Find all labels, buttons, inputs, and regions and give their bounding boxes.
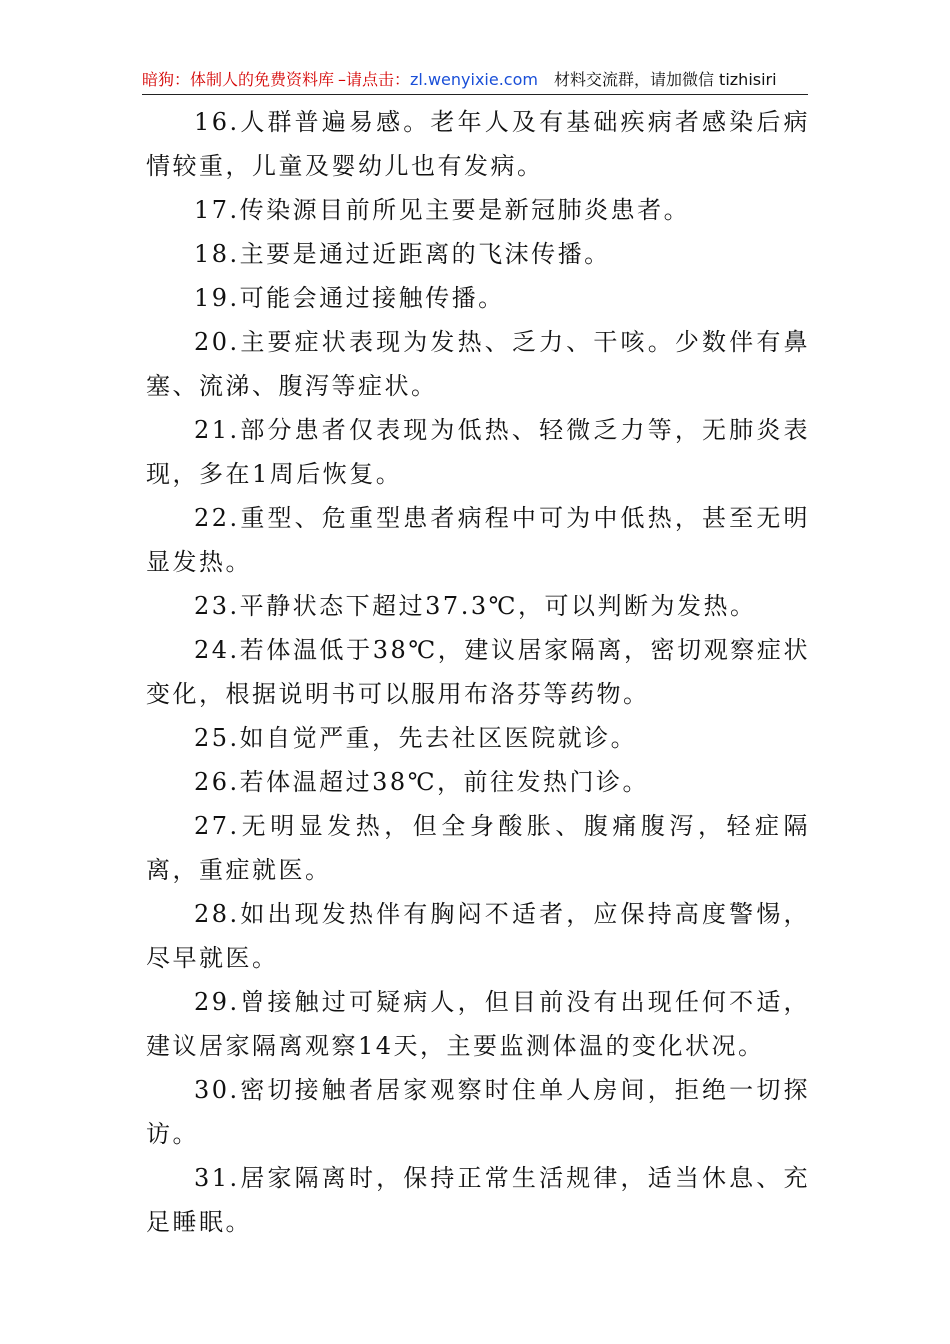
list-item: 31.居家隔离时，保持正常生活规律，适当休息、充足睡眠。 [146,1164,810,1236]
list-item: 30.密切接触者居家观察时住单人房间，拒绝一切探访。 [146,1076,810,1148]
list-item: 19.可能会通过接触传播。 [194,284,505,312]
list-item: 24.若体温低于38℃，建议居家隔离，密切观察症状变化，根据说明书可以服用布洛芬等药物。 [146,636,810,708]
page-header [142,66,808,95]
header-link[interactable]: zl.wenyixie.com [410,70,538,89]
list-item: 23.平静状态下超过37.3℃，可以判断为发热。 [194,592,757,620]
header-prompt: –请点击： [338,70,411,89]
header-brand: 暗狗：体制人的免费资料库 [142,70,335,89]
list-item: 29.曾接触过可疑病人，但目前没有出现任何不适，建议居家隔离观察14天，主要监测体温的变化状况。 [146,988,810,1060]
list-item: 21.部分患者仅表现为低热、轻微乏力等，无肺炎表现，多在1周后恢复。 [146,416,810,488]
list-item: 26.若体温超过38℃，前往发热门诊。 [194,768,650,796]
list-item: 16.人群普遍易感。老年人及有基础疾病者感染后病情较重，儿童及婴幼儿也有发病。 [146,108,810,180]
list-item: 22.重型、危重型患者病程中可为中低热，甚至无明显发热。 [146,504,810,576]
list-item: 18.主要是通过近距离的飞沫传播。 [194,240,611,268]
list-item: 20.主要症状表现为发热、乏力、干咳。少数伴有鼻塞、流涕、腹泻等症状。 [146,328,810,400]
document-body [146,100,810,1244]
list-item: 28.如出现发热伴有胸闷不适者，应保持高度警惕，尽早就医。 [146,900,810,972]
header-contact: 材料交流群，请加微信 tizhisiri [553,70,777,89]
list-item: 25.如自觉严重，先去社区医院就诊。 [194,724,638,752]
list-item: 27.无明显发热，但全身酸胀、腹痛腹泻，轻症隔离，重症就医。 [146,812,810,884]
list-item: 17.传染源目前所见主要是新冠肺炎患者。 [194,196,691,224]
